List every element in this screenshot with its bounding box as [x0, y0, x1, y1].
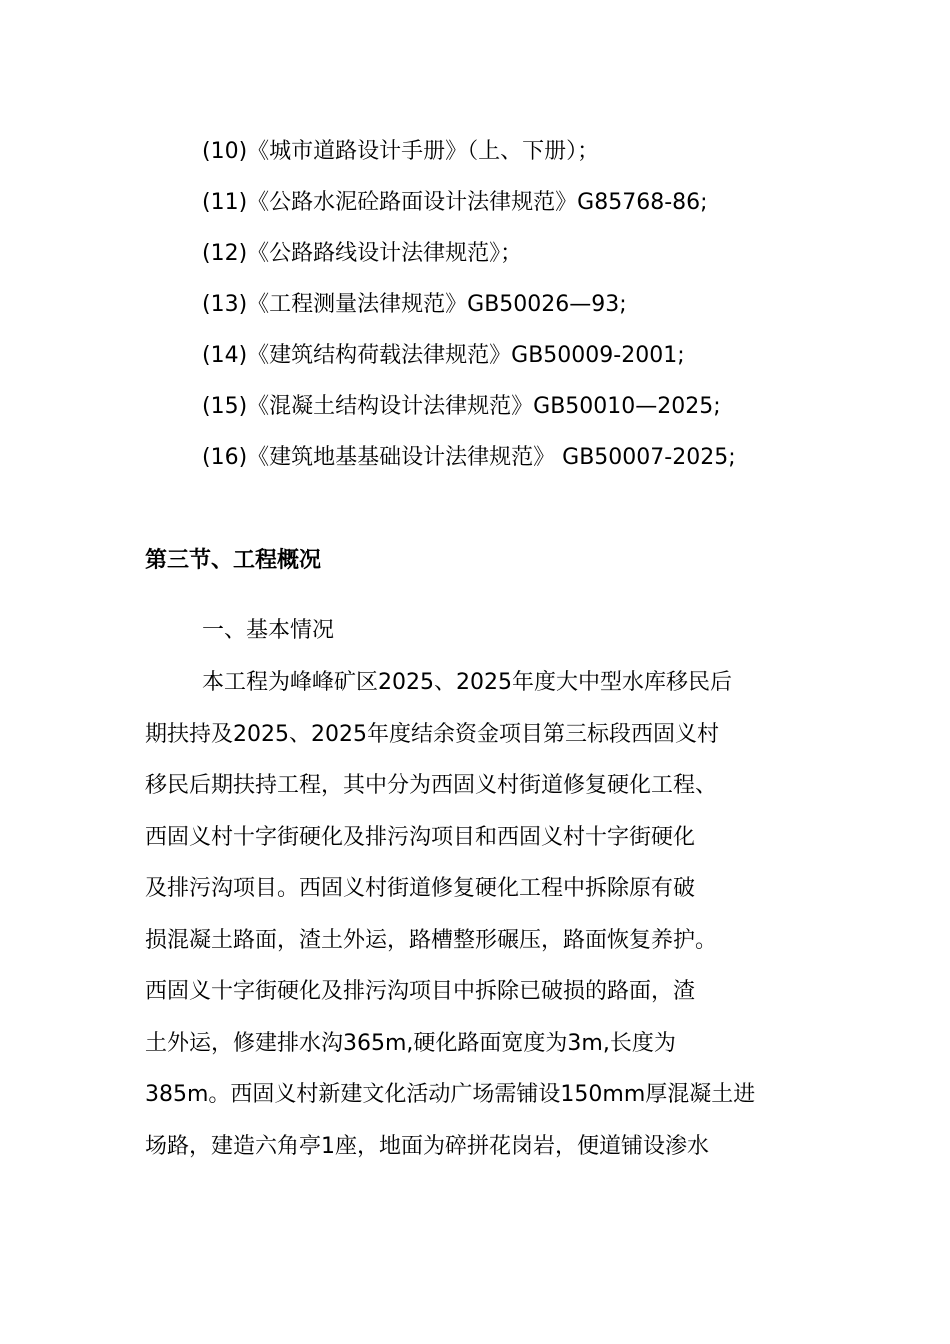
reference-item-13: (13)《工程测量法律规范》GB50026—93;	[202, 292, 627, 317]
reference-list	[202, 126, 902, 483]
reference-item-11: (11)《公路水泥砼路面设计法律规范》G85768-86;	[202, 190, 708, 215]
reference-item-15: (15)《混凝土结构设计法律规范》GB50010—2025;	[202, 394, 721, 419]
paragraph-line: 土外运，修建排水沟365m,硬化路面宽度为3m,长度为	[145, 1030, 676, 1056]
paragraph-line: 场路，建造六角亭1座，地面为碎拼花岗岩，便道铺设渗水	[145, 1133, 709, 1159]
paragraph-line: 移民后期扶持工程，其中分为西固义村街道修复硬化工程、	[145, 773, 718, 798]
paragraph-line: 385m。西固义村新建文化活动广场需铺设150mm厚混凝土进	[145, 1082, 756, 1107]
subheading: 一、基本情况	[202, 618, 335, 643]
reference-item-12: (12)《公路路线设计法律规范》；	[202, 241, 523, 266]
section-title: 第三节、工程概况	[145, 548, 322, 573]
paragraph-line: 西固义村十字街硬化及排污沟项目和西固义村十字街硬化	[145, 824, 696, 850]
paragraph-line: 本工程为峰峰矿区2025、2025年度大中型水库移民后	[202, 670, 732, 695]
paragraph-line: 西固义十字街硬化及排污沟项目中拆除已破损的路面，渣	[145, 979, 696, 1004]
reference-item-10: (10)《城市道路设计手册》（上、下册）；	[202, 139, 600, 164]
body-paragraph	[145, 657, 810, 1172]
reference-item-16: (16)《建筑地基基础设计法律规范》 GB50007-2025;	[202, 445, 736, 470]
paragraph-line: 及排污沟项目。西固义村街道修复硬化工程中拆除原有破	[145, 876, 696, 901]
reference-item-14: (14)《建筑结构荷载法律规范》GB50009-2001;	[202, 343, 685, 368]
paragraph-line: 损混凝土路面，渣土外运，路槽整形碾压，路面恢复养护。	[145, 927, 718, 953]
paragraph-line: 期扶持及2025、2025年度结余资金项目第三标段西固义村	[145, 721, 719, 747]
